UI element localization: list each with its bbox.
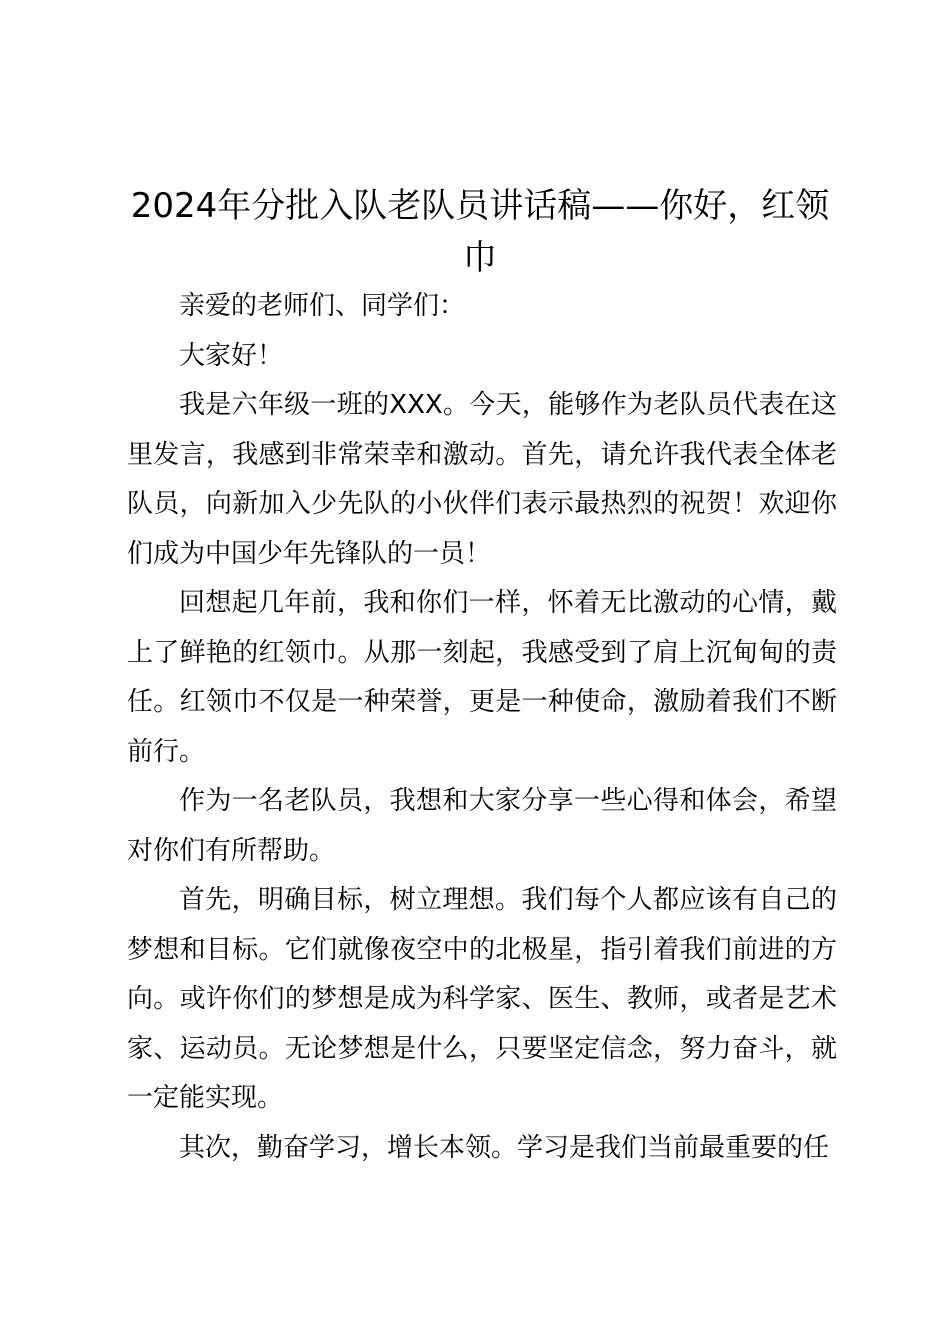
document-body (127, 282, 837, 1173)
paragraph-share-intent: 作为一名老队员，我想和大家分享一些心得和体会，希望对你们有所帮助。 (127, 786, 837, 866)
paragraph-recollection: 回想起几年前，我和你们一样，怀着无比激动的心情，戴上了鲜艳的红领巾。从那一刻起，我感受到了肩上沉甸甸的责任。红领巾不仅是一种荣誉，更是一种使命，激励着我们不断前行。 (127, 588, 837, 767)
document-title: 2024年分批入队老队员讲话稿——你好，红领巾 (130, 186, 830, 278)
salutation: 亲爱的老师们、同学们： (179, 291, 466, 321)
paragraph-second-point: 其次，勤奋学习，增长本领。学习是我们当前最重要的任 (179, 1132, 830, 1163)
greeting: 大家好！ (179, 340, 284, 371)
paragraph-introduction: 我是六年级一班的XXX。今天，能够作为老队员代表在这里发言，我感到非常荣幸和激动。首先，请允许我代表全体老队员，向新加入少先队的小伙伴们表示最热烈的祝贺！欢迎你们成为中国少年先锋队的一员！ (127, 390, 837, 569)
paragraph-first-point: 首先，明确目标，树立理想。我们每个人都应该有自己的梦想和目标。它们就像夜空中的北极星，指引着我们前进的方向。或许你们的梦想是成为科学家、医生、教师，或者是艺术家、运动员。无论梦想是什么，只要坚定信念，努力奋斗，就一定能实现。 (127, 885, 837, 1113)
